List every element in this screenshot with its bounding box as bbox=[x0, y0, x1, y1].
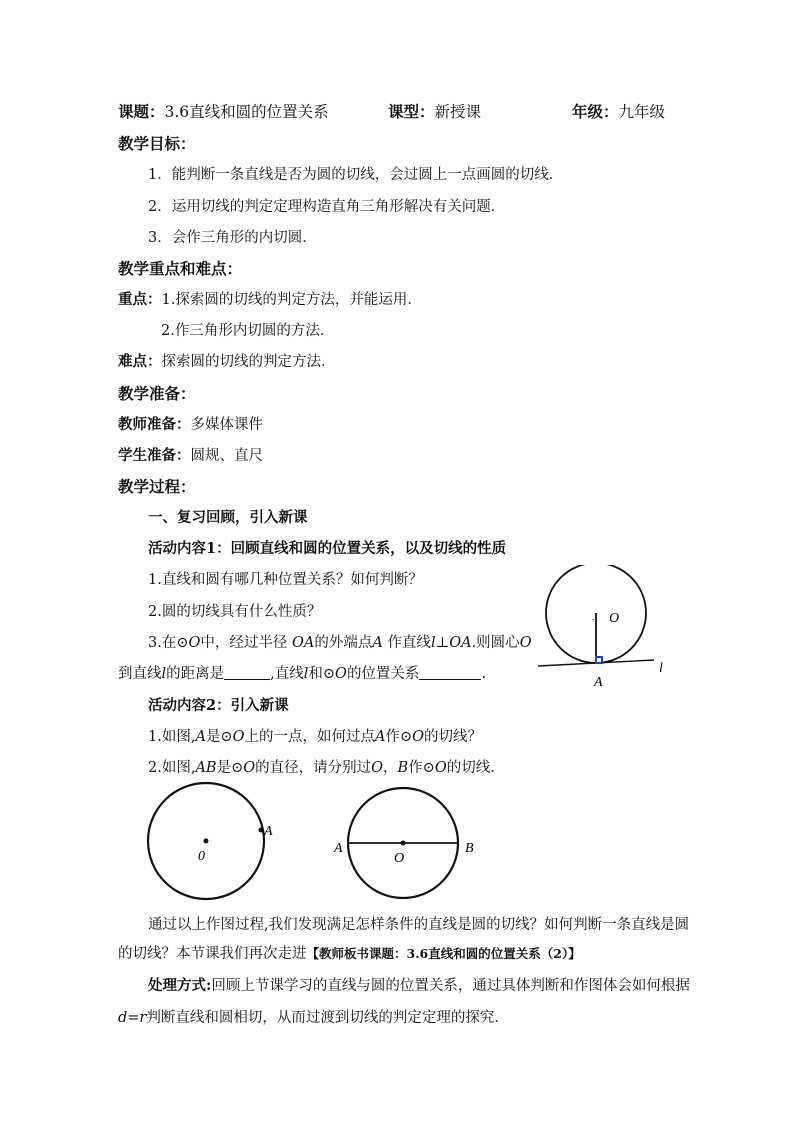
text: O bbox=[188, 635, 201, 651]
right-angle-mark bbox=[596, 657, 602, 663]
prep-title: 教学准备： bbox=[118, 384, 196, 403]
activity-1-heading: 活动内容1：回顾直线和圆的位置关系，以及切线的性质 bbox=[148, 540, 507, 557]
text: 的外端点 bbox=[314, 635, 373, 651]
text: 上的一点，如何过点 bbox=[244, 729, 375, 745]
text: 的距离是 bbox=[166, 666, 225, 682]
label-a: A bbox=[334, 841, 343, 856]
section-heading: 一、复习回顾，引入新课 bbox=[148, 509, 308, 526]
text: 2.如图, bbox=[148, 760, 196, 776]
focus-1: 1.探索圆的切线的判定方法，并能运用． bbox=[161, 292, 422, 308]
key-points-title: 教学重点和难点： bbox=[118, 259, 243, 278]
process-title: 教学过程： bbox=[118, 477, 196, 496]
text: 和⊙ bbox=[308, 666, 336, 682]
focus-label: 重点： bbox=[118, 291, 162, 308]
point-a bbox=[259, 828, 264, 833]
text: l bbox=[303, 666, 309, 682]
answer-blank bbox=[224, 665, 270, 680]
text: O bbox=[519, 635, 532, 651]
center-point bbox=[401, 841, 406, 846]
student-label: 学生准备： bbox=[118, 447, 191, 464]
lesson-type bbox=[388, 102, 481, 122]
type-label: 课型： bbox=[388, 102, 435, 121]
method-line bbox=[148, 976, 690, 996]
prompt-2 bbox=[148, 758, 505, 778]
tangent-figure bbox=[530, 565, 680, 690]
center-point bbox=[204, 839, 209, 844]
student-value: 圆规、直尺 bbox=[190, 448, 263, 464]
topic-value: 3.6直线和圆的位置关系 bbox=[164, 103, 329, 121]
text: 的直径，请分别过 bbox=[255, 760, 372, 776]
text: AB bbox=[195, 760, 217, 776]
text: O bbox=[232, 729, 245, 745]
method-line-cont bbox=[118, 1008, 509, 1028]
difficulty-line bbox=[118, 352, 336, 372]
text: 3.在⊙ bbox=[148, 635, 189, 651]
text: l bbox=[430, 635, 436, 651]
teacher-value: 多媒体课件 bbox=[190, 417, 263, 433]
text: 的切线？ bbox=[424, 729, 483, 745]
text: 的切线？本节课我们再次走进 bbox=[118, 946, 307, 962]
lesson-header bbox=[118, 102, 329, 122]
label-l: l bbox=[659, 661, 663, 676]
label-o: 0 bbox=[198, 849, 205, 864]
activity-2-heading: 活动内容2：引入新课 bbox=[148, 697, 289, 714]
text: B bbox=[397, 760, 409, 776]
focus-line bbox=[118, 290, 422, 310]
method-label: 处理方式: bbox=[148, 977, 212, 994]
text: 到直线 bbox=[118, 666, 162, 682]
lesson-grade bbox=[572, 102, 665, 122]
teacher-prep bbox=[118, 415, 263, 435]
dot-mark: . bbox=[592, 612, 595, 623]
text: 是⊙ bbox=[216, 760, 244, 776]
text: 作⊙ bbox=[385, 729, 413, 745]
text: 1.如图, bbox=[148, 729, 196, 745]
text: O bbox=[243, 760, 256, 776]
diameter-figure bbox=[330, 780, 480, 910]
objective-item: 2．运用切线的判定定理构造直角三角形解决有关问题． bbox=[148, 199, 506, 215]
student-prep bbox=[118, 446, 263, 466]
question-1: 1.直线和圆有哪几种位置关系？如何判断？ bbox=[148, 572, 423, 588]
topic-label: 课题： bbox=[118, 102, 165, 121]
text: A bbox=[195, 729, 206, 745]
objective-item: 1．能判断一条直线是否为圆的切线，会过圆上一点画圆的切线． bbox=[148, 167, 564, 183]
text: 作⊙ bbox=[408, 760, 435, 776]
text: O bbox=[371, 760, 384, 776]
label-b: B bbox=[465, 841, 474, 856]
text: 的切线． bbox=[446, 760, 505, 776]
objective-item: 3．会作三角形的内切圆． bbox=[148, 230, 317, 246]
paragraph-1-cont bbox=[118, 944, 581, 964]
text: 是⊙ bbox=[205, 729, 233, 745]
text: ,直线 bbox=[270, 666, 304, 682]
text: OA bbox=[449, 635, 472, 651]
difficulty-text: 探索圆的切线的判定方法． bbox=[161, 354, 336, 370]
text: d=r bbox=[118, 1010, 147, 1026]
objectives-title: 教学目标： bbox=[118, 134, 196, 153]
point-a-figure bbox=[140, 780, 285, 910]
grade-value: 九年级 bbox=[618, 103, 666, 121]
text: 的位置关系 bbox=[346, 666, 420, 682]
question-3 bbox=[148, 633, 532, 653]
text: O bbox=[434, 760, 447, 776]
text: O bbox=[412, 729, 425, 745]
text: ⊥ bbox=[435, 635, 450, 651]
text: ， bbox=[383, 760, 398, 776]
text: 中，经过半径 bbox=[200, 635, 288, 651]
text: 判断直线和圆相切，从而过渡到切线的判定定理的探究． bbox=[146, 1010, 509, 1026]
label-o: O bbox=[609, 611, 620, 626]
label-a: A bbox=[594, 675, 603, 690]
text: . bbox=[481, 666, 487, 682]
label-a: A bbox=[264, 824, 273, 839]
teacher-label: 教师准备： bbox=[118, 416, 191, 433]
difficulty-label: 难点： bbox=[118, 353, 162, 370]
paragraph-1: 通过以上作图过程,我们发现满足怎样条件的直线是圆的切线？如何判断一条直线是圆 bbox=[148, 917, 690, 933]
text: 回顾上节课学习的直线与圆的位置关系，通过具体判断和作图体会如何根据 bbox=[211, 978, 690, 994]
answer-blank bbox=[419, 665, 481, 680]
text: l bbox=[161, 666, 167, 682]
prompt-1 bbox=[148, 727, 482, 747]
text: OA bbox=[291, 635, 315, 651]
text: O bbox=[335, 666, 347, 682]
text: 作直线 bbox=[387, 635, 431, 651]
text: A bbox=[374, 729, 386, 745]
focus-2: 2.作三角形内切圆的方法． bbox=[161, 323, 335, 339]
board-title: 【教师板书课题：3.6直线和圆的位置关系（2）】 bbox=[306, 946, 581, 961]
text: .则圆心 bbox=[471, 635, 520, 651]
grade-label: 年级： bbox=[572, 102, 619, 121]
question-3-cont bbox=[118, 664, 486, 684]
question-2: 2.圆的切线具有什么性质？ bbox=[148, 604, 322, 620]
text: A bbox=[372, 635, 383, 651]
label-o: O bbox=[394, 851, 405, 866]
type-value: 新授课 bbox=[434, 103, 482, 121]
